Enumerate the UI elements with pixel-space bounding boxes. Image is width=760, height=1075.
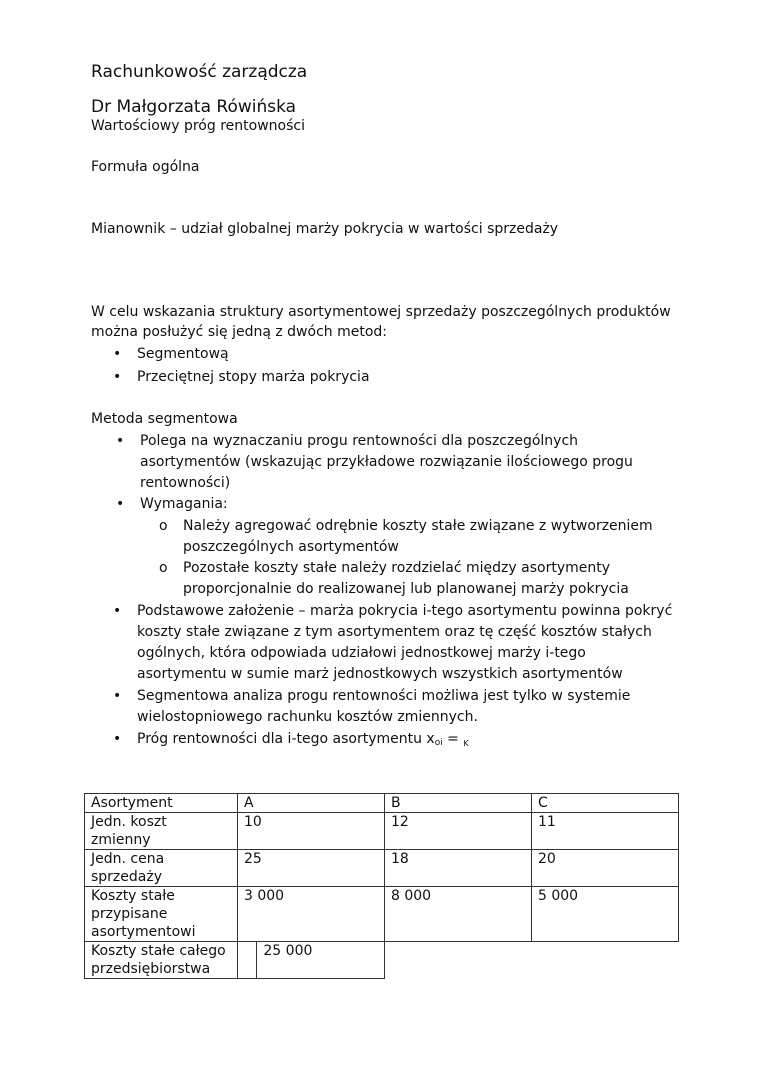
segment-method-heading: Metoda segmentowa (91, 411, 238, 427)
b1-line-3: rentowności) (140, 475, 231, 491)
sub1-line-2: poszczególnych asortymentów (183, 539, 399, 555)
row-label-text: Jedn. koszt zmienny (91, 814, 167, 848)
table-cell: 3 000 (238, 887, 385, 942)
course-title: Rachunkowość zarządcza (91, 62, 308, 82)
row-label-text: Jedn. cena sprzedaży (91, 851, 165, 885)
table-cell: 18 (385, 850, 532, 887)
bullet-icon: • (116, 433, 125, 449)
b5-k-symbol: K (463, 739, 469, 748)
table-row (85, 813, 679, 850)
assortment-table (84, 793, 679, 979)
row-label-text: Koszty stałe przypisane asortymentowi (91, 888, 196, 940)
table-header-cell: B (385, 794, 532, 813)
sub1-line-1: Należy agregować odrębnie koszty stałe związane z wytworzeniem (183, 518, 653, 534)
table-header-cell: A (238, 794, 385, 813)
method-segmentowa: Segmentową (137, 346, 229, 362)
table-row (85, 887, 679, 942)
table-cell: 8 000 (385, 887, 532, 942)
table-cell: 5 000 (532, 887, 679, 942)
method-average-margin: Przeciętnej stopy marża pokrycia (137, 369, 370, 385)
bullet-icon: • (113, 369, 122, 385)
table-cell-label (85, 813, 238, 850)
author-name: Dr Małgorzata Rówińska (91, 97, 297, 117)
table-cell-empty (532, 942, 679, 979)
table-header-cell: Asortyment (85, 794, 238, 813)
intro-line-2: można posłużyć się jedną z dwóch metod: (91, 324, 388, 340)
table-cell-empty (385, 942, 532, 979)
table-row (85, 850, 679, 887)
sub-bullet-icon: o (159, 560, 168, 576)
b5-equals: = (447, 731, 459, 747)
sub2-line-2: proporcjonalnie do realizowanej lub planowanej marży pokrycia (183, 581, 629, 597)
table-header-cell: C (532, 794, 679, 813)
table-cell-label (85, 942, 238, 979)
b1-line-2: asortymentów (wskazując przykładowe rozwiązanie ilościowego progu (140, 454, 633, 470)
topic-title: Wartościowy próg rentowności (91, 118, 305, 134)
b5-subscript: oi (434, 738, 443, 748)
bullet-icon: • (113, 346, 122, 362)
sub-bullet-icon: o (159, 518, 168, 534)
bullet-icon: • (113, 688, 122, 704)
b3-line-4: asortymentu w sumie marż jednostkowych wszystkich asortymentów (137, 666, 623, 682)
table-cell: 25 000 (257, 942, 385, 979)
bullet-icon: • (113, 603, 122, 619)
sub2-line-1: Pozostałe koszty stałe należy rozdzielać między asortymenty (183, 560, 611, 576)
table-cell-label (85, 850, 238, 887)
row-label-text: Koszty stałe całego przedsiębiorstwa (91, 943, 226, 977)
table-cell-label (85, 887, 238, 942)
table-cell: 10 (238, 813, 385, 850)
b4-line-2: wielostopniowego rachunku kosztów zmiennych. (137, 709, 478, 725)
denominator-note: Mianownik – udział globalnej marży pokrycia w wartości sprzedaży (91, 221, 559, 237)
table-row-fixed-costs (85, 942, 679, 979)
b3-line-1: Podstawowe założenie – marża pokrycia i-tego asortymentu powinna pokryć (137, 603, 673, 619)
intro-line-1: W celu wskazania struktury asortymentowej sprzedaży poszczególnych produktów (91, 304, 671, 320)
table-cell: 20 (532, 850, 679, 887)
b3-line-3: ogólnych, która odpowiada udziałowi jednostkowej marży i-tego (137, 645, 586, 661)
general-formula-label: Formuła ogólna (91, 159, 200, 175)
b5-text: Próg rentowności dla i-tego asortymentu x (137, 731, 435, 747)
b1-line-1: Polega na wyznaczaniu progu rentowności dla poszczególnych (140, 433, 579, 449)
b3-line-2: koszty stałe związane z tym asortymentem oraz tę część kosztów stałych (137, 624, 652, 640)
b2-requirements: Wymagania: (140, 496, 228, 512)
table-cell: 11 (532, 813, 679, 850)
bullet-icon: • (113, 731, 122, 747)
bullet-icon: • (116, 496, 125, 512)
table-cell: 25 (238, 850, 385, 887)
table-header-row (85, 794, 679, 813)
b5-break-even-formula (137, 729, 469, 754)
table-cell: 12 (385, 813, 532, 850)
table-cell-spacer (238, 942, 257, 979)
b4-line-1: Segmentowa analiza progu rentowności możliwa jest tylko w systemie (137, 688, 631, 704)
